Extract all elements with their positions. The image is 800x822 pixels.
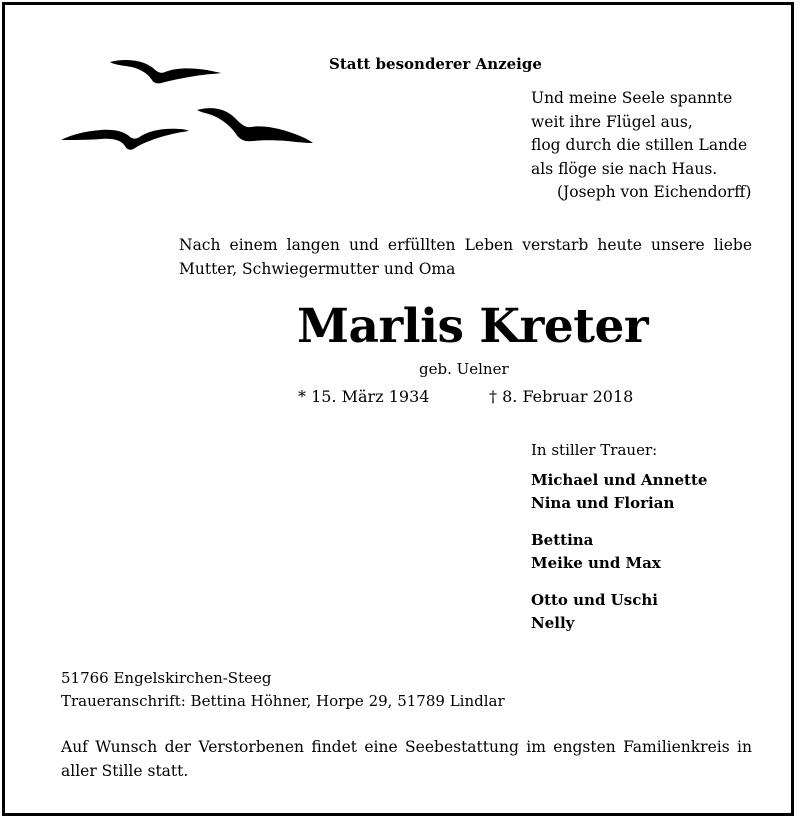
place-line: 51766 Engelskirchen-Steeg [61,669,272,687]
mourner-name: Nelly [531,614,575,632]
mourners-list [531,439,781,649]
address-block [61,667,505,713]
mourners-lead: In stiller Trauer: [531,441,658,459]
death-date: † 8. Februar 2018 [489,387,634,406]
burial-notice: Auf Wunsch der Verstorbenen findet eine Seebestattung im engsten Familienkreis in aller Stille statt. [61,738,752,780]
birth-date: * 15. März 1934 [298,387,430,406]
mourner-group [531,529,781,575]
mourner-group [531,469,781,515]
notice-heading: Statt besonderer Anzeige [329,55,542,73]
mourner-group [531,589,781,635]
poem-line: weit ihre Flügel aus, [531,112,693,131]
poem-line: als flöge sie nach Haus. [531,159,718,178]
poem-author: (Joseph von Eichendorff) [557,183,752,201]
obituary-frame [2,2,794,816]
bird-left-icon [61,129,189,150]
bird-top-icon [110,60,221,83]
bird-right-icon [197,108,313,143]
poem-line: Und meine Seele spannte [531,89,733,107]
mourner-name: Otto und Uschi [531,591,658,609]
maiden-name: geb. Uelner [419,360,509,378]
intro-text: Nach einem langen und erfüllten Leben verstarb heute unsere liebe Mutter, Schwiegermutter und Oma [179,236,752,278]
poem-line: flog durch die stillen Lande [531,136,748,154]
mourner-name: Nina und Florian [531,494,675,512]
flying-birds-icon [55,50,325,160]
mourning-address-line: Traueranschrift: Bettina Höhner, Horpe 29, 51789 Lindlar [61,692,505,710]
mourner-name: Michael und Annette [531,471,708,489]
poem [531,87,753,205]
mourner-name: Bettina [531,531,594,549]
deceased-name: Marlis Kreter [297,299,649,354]
mourner-name: Meike und Max [531,554,661,572]
